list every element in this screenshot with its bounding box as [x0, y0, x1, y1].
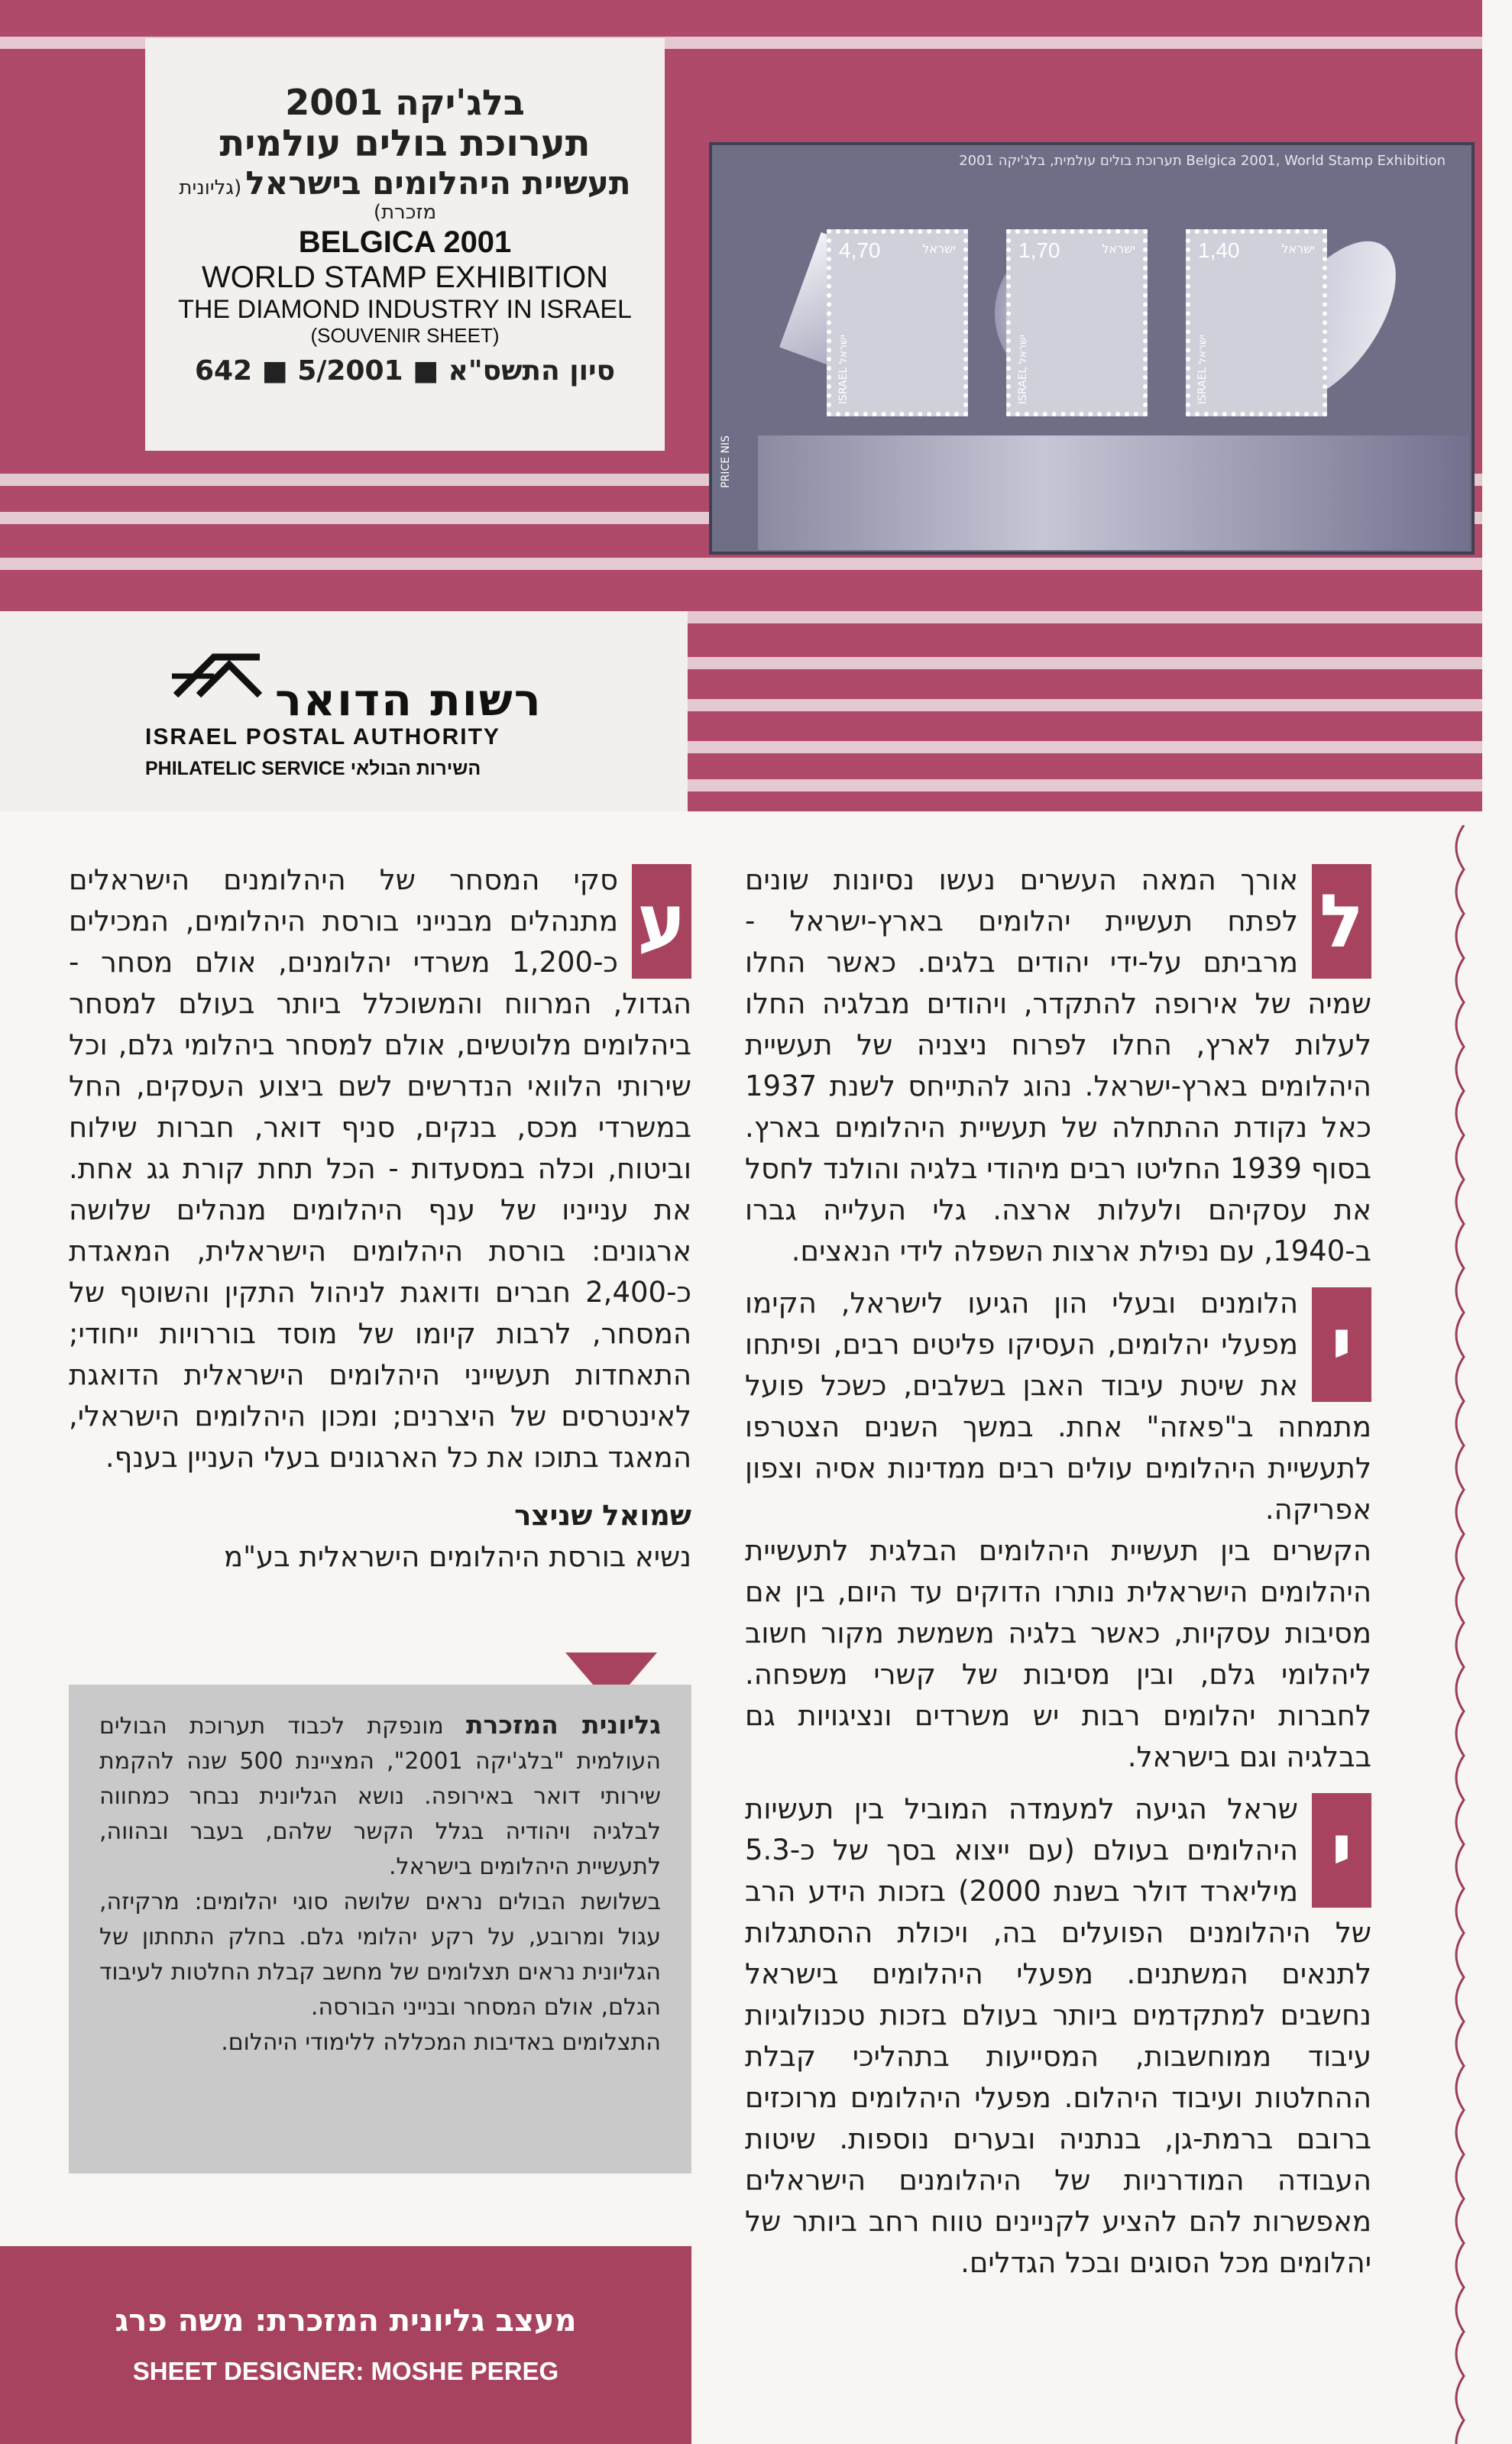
stamp-country-latin: ISRAEL ישראל — [1017, 334, 1029, 404]
title-heb-exhibition: תערוכת בולים עולמית — [219, 121, 591, 165]
stamp-country: ישראל — [922, 241, 956, 256]
info-paragraph — [99, 1708, 661, 1885]
paragraph — [69, 859, 691, 1478]
title-heb-sheet-note: (גליונית מזכרת) — [179, 176, 437, 225]
title-heb-subject: תעשיית היהלומים בישראל — [245, 164, 631, 202]
drop-cap: י — [1312, 1287, 1371, 1402]
paragraph — [745, 1283, 1371, 1530]
title-block — [145, 38, 665, 451]
article-column-right — [745, 859, 1371, 2284]
article-column-left — [69, 859, 691, 1578]
designer-credit — [0, 2246, 691, 2444]
stripe — [0, 558, 1482, 570]
stamp-country-latin: ISRAEL ישראל — [837, 334, 850, 404]
souvenir-sheet-image — [709, 142, 1475, 555]
title-heb-event: בלג'יקה 2001 — [285, 82, 525, 123]
drop-cap: ע — [632, 864, 691, 979]
designer-heb: מעצב גליונית המזכרת: משה פרג — [115, 2303, 577, 2339]
paragraph-text: אורך המאה העשרים נעשו נסיונות שונים לפתח תעשיית יהלומים בארץ-ישראל - מרביתם על-ידי יהודים בלגים. כאשר החלו שמיה של אירופה להתקדר, ויהודים מבלגיה החלו לעלות לארץ, החלו לפרוח ניצניה של תעשיית היהלומים בארץ-ישראל. נהוג להתייחס לשנת 1937 כאל נקודת ההתחלה של תעשיית היהלומים בארץ. בסוף 1939 החליטו רבים מיהודי בלגיה והולנד לחסל את עסקיהם ולעלות ארצה. גלי העלייה גברו ב-1940, עם נפילת ארצות השפלה לידי הנאצים. — [745, 863, 1371, 1267]
sheet-price: PRICE NIS — [720, 435, 732, 488]
drop-cap: ל — [1312, 864, 1371, 979]
paragraph-text: שראל הגיעה למעמדה המוביל בין תעשיות היהלומים בעולם (עם ייצוא בסך של כ-5.3 מיליארד דולר בשנת 2000) בזכות הידע הרב של היהלומנים הפועלים בה, ויכולת ההסתגלות לתנאים המשתנים. מפעלי היהלומים בישראל נחשבים למתקדמים ביותר בעולם בזכות טכנולוגיות עיבוד ממוחשבות, המסייעות בתהליכי קבלת ההחלטות ועיבוד היהלום. מפעלי היהלומים מרוכזים ברובם ברמת-גן, בנתניה ובערים נוספות. שיטות העבודה המודרניות של היהלומנים הישראלים מאפשרות להם להציע לקניינים טווח רחב ביותר של יהלומים מכל הסוגים ובכל הגדלים. — [745, 1792, 1371, 2279]
stamp — [827, 229, 968, 416]
stamp-country: ישראל — [1281, 241, 1315, 256]
header-panel — [0, 0, 1482, 811]
info-paragraph: התצלומים באדיבות המכללה ללימודי היהלום. — [221, 2029, 661, 2056]
info-heading: גליונית המזכרת — [465, 1710, 661, 1740]
title-en-event: BELGICA 2001 — [298, 225, 512, 260]
authority-en-name: ISRAEL POSTAL AUTHORITY — [145, 724, 500, 749]
paragraph — [745, 1788, 1371, 2284]
paragraph-text: הלומנים ובעלי הון הגיעו לישראל, הקימו מפעלי יהלומים, העסיקו פליטים רבים, ופיתחו את שיטת עיבוד האבן בשלבים, כשכל פועל מתמחה ב"פאזה" אחת. במשך השנים הצטרפו לתעשיית היהלומים עולים רבים ממדינות אסיה וצפון אפריקה. — [745, 1287, 1371, 1526]
title-en-sheet-note: (SOUVENIR SHEET) — [310, 324, 500, 348]
stamp-value: 1,40 — [1198, 238, 1240, 262]
paragraph: הקשרים בין תעשיית היהלומים הבלגית לתעשיית היהלומים הישראלית נותרו הדוקים עד היום, בין אם מסיבות עסקיות, כאשר בלגיה משמשת מקור חשוב ליהלומי גלם, ובין מסיבות של קשרי משפחה. לחברות יהלומים רבות יש משרדים ונציגויות גם בבלגיה וגם בישראל. — [745, 1534, 1371, 1773]
paragraph-text: סקי המסחר של היהלומנים הישראלים מתנהלים מבנייני בורסת היהלומים, המכילים כ-1,200 משרדי יהלומנים, אולם מסחר - הגדול, המרווח והמשוכלל ביותר בעולם למסחר ביהלומים מלוטשים, אולם למסחר ביהלומי גלם, וכל שירותי הלוואי הנדרשים לשם ביצוע העסקים, החל במשרדי מכס, בנקים, סניף דואר, חברות שילוח וביטוח, וכלה במסעדות - הכל תחת קורת גג אחת. את ענייניו של ענף היהלומים מנהלים שלושה ארגונים: בורסת היהלומים הישראלית, המאגדת כ-2,400 חברים ודואגת לניהול התקין והשוטף של המסחר, לרבות קיומו של מוסד בוררויות ייחודי; התאחדות תעשייני היהלומים הישראלית הדואגת לאינטרסים של היצרנים; ומכון היהלומים הישראלי, המאגד בתוכו את כל הארגונים בעלי העניין בענף. — [69, 863, 691, 1474]
perforated-edge — [1441, 825, 1487, 2444]
info-paragraph: בשלושת הבולים נראים שלושה סוגי יהלומים: מרקיזה, עגול ומרובע, על רקע יהלומי גלם. בחלק התחתון של הגליונית נראים תצלומים של מחשב קבלת החלטות לעיבוד הגלם, אולם המסחר ובנייני הבורסה. — [99, 1889, 661, 2021]
signature-title: נשיא בורסת היהלומים הישראלית בע"מ — [223, 1540, 691, 1573]
souvenir-sheet-info-box — [69, 1685, 691, 2174]
stamp — [1006, 229, 1148, 416]
stamp-country: ישראל — [1102, 241, 1135, 256]
postal-authority-logo — [145, 619, 680, 802]
stamp-value: 1,70 — [1018, 238, 1060, 262]
title-en-subject: THE DIAMOND INDUSTRY IN ISRAEL — [178, 295, 632, 325]
philatelic-service-en: PHILATELIC SERVICE — [145, 758, 345, 779]
designer-en: SHEET DESIGNER: MOSHE PEREG — [132, 2357, 559, 2385]
issue-line: סיון התשס"א ■ 5/2001 ■ 642 — [194, 355, 616, 387]
authority-heb-name: רשות הדואר — [275, 674, 542, 726]
philatelic-service — [145, 758, 481, 780]
sheet-caption: Belgica 2001, World Stamp Exhibition תערוכת בולים עולמית, בלג'יקה 2001 — [959, 153, 1446, 169]
drop-cap: י — [1312, 1793, 1371, 1908]
signature-name: שמואל שניצר — [514, 1499, 691, 1532]
info-text: מונפקת לכבוד תערוכת הבולים העולמית "בלג'יקה 2001", המציינת 500 שנה להקמת שירותי דואר באירופה. נושא הגליונית נבחר כמחווה לבלגיה ויהודיה בגלל הקשר שלהם, בעבר ובהווה, לתעשיית היהלומים בישראל. — [99, 1713, 662, 1880]
stamp-country-latin: ISRAEL ישראל — [1196, 334, 1209, 404]
philatelic-service-heb: השירות הבולאי — [350, 758, 481, 779]
stamp — [1186, 229, 1327, 416]
stamp-value: 4,70 — [839, 238, 881, 262]
postal-horn-icon — [168, 642, 267, 703]
diamond-exchange-photos — [758, 435, 1468, 550]
paragraph — [745, 859, 1371, 1272]
title-en-exhibition: WORLD STAMP EXHIBITION — [202, 261, 608, 295]
